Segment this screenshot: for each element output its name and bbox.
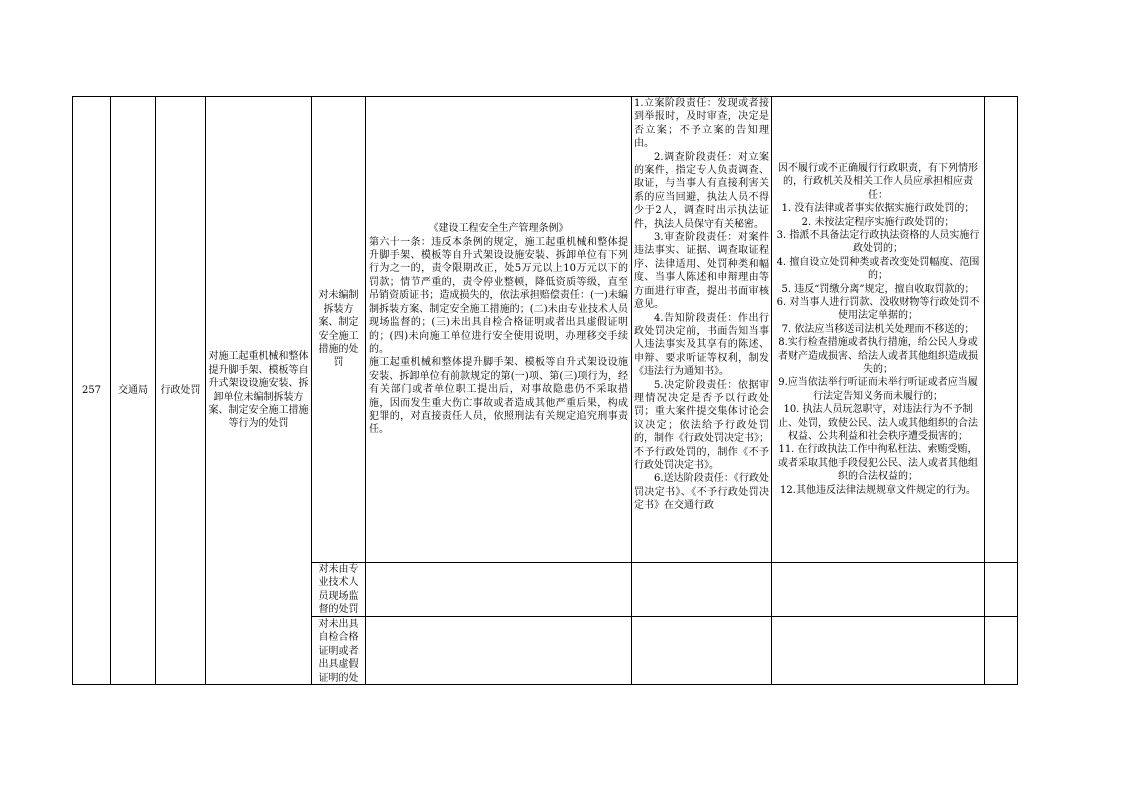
- accountability-item: 5. 违反“罚缴分离”规定，擅自收取罚款的；: [781, 283, 975, 295]
- sub-item-cell: [312, 563, 366, 617]
- department: 交通局: [118, 384, 148, 396]
- row-number-cell: [73, 97, 111, 685]
- power-category: 行政处罚: [160, 384, 201, 396]
- responsibility-item: 4.告知阶段责任：作出行政处罚决定前，书面告知当事人违法事实及其享有的陈述、申辩、要求听证等权利，制发《违法行为通知书》。: [634, 312, 769, 378]
- responsibility-cell: [632, 97, 772, 563]
- accountability-item: 10. 执法人员玩忽职守，对违法行为不予制止、处罚，致使公民、法人或其他组织的合法权益、公共利益和社会秩序遭受损害的；: [778, 404, 978, 443]
- remarks-cell-empty: [985, 617, 1018, 685]
- responsibility-cell-empty: [632, 563, 772, 617]
- responsibility-item: 1.立案阶段责任：发现或者接到举报时，及时审查，决定是否立案；不予立案的告知理由。: [634, 98, 769, 150]
- accountability-item: 9.应当依法举行听证而未举行听证或者应当履行法定告知义务而未履行的；: [778, 377, 978, 402]
- accountability-item: 1. 没有法律或者事实依据实施行政处罚的；: [781, 203, 975, 215]
- accountability-item: 4. 擅自设立处罚种类或者改变处罚幅度、范围的；: [776, 256, 980, 282]
- department-cell: [111, 97, 156, 685]
- remarks-cell: [985, 97, 1018, 563]
- power-list-table: [72, 96, 1018, 685]
- sub-item-name: 对未出具自检合格证明或者出具虚假证明的处: [318, 619, 359, 684]
- law-article: 第六十一条：违反本条例的规定，施工起重机械和整体提升脚手架、模板等自升式架设设施安装、拆卸单位有下列行为之一的，责令限期改正，处5万元以上10万元以下的罚款；情节严重的，责令停业整顿，降低资质等级，直至吊销资质证书；造成损失的，依法承担赔偿责任：(一)未编制拆装方案、制定安全施工措施的；(二)未由专业技术人员现场监督的；(三)未出具自检合格证明或者出具虚假证明的；(四)未向施工单位进行安全使用说明，办理移交手续的。: [369, 236, 628, 355]
- accountability-cell-empty: [772, 617, 985, 685]
- remarks-cell-empty: [985, 563, 1018, 617]
- accountability-cell-empty: [772, 563, 985, 617]
- accountability-item: 11. 在行政执法工作中徇私枉法、索贿受贿，或者采取其他手段侵犯公民、法人或者其他组织的合法权益的；: [778, 444, 978, 483]
- responsibility-item: 5.决定阶段责任：依据审理情况决定是否予以行政处罚；重大案件提交集体讨论会议决定；依法给予行政处罚的，制作《行政处罚决定书》；不予行政处罚的，制作《不予行政处罚决定书》。: [634, 379, 769, 471]
- sub-item-cell: [312, 617, 366, 685]
- accountability-item: 7. 依法应当移送司法机关处理而不移送的；: [781, 323, 975, 335]
- category-cell: [156, 97, 206, 685]
- sub-item-name: 对未由专业技术人员现场监督的处罚: [318, 563, 359, 615]
- accountability-cell: [772, 97, 985, 563]
- accountability-item: 8.实行检查措施或者执行措施，给公民人身或者财产造成损害、给法人或者其他组织造成损失的；: [778, 337, 978, 376]
- accountability-item: 2. 未按法定程序实施行政处罚的；: [801, 216, 955, 228]
- responsibility-item: 6.送达阶段责任：《行政处罚决定书》、《不予行政处罚决定书》在交通行政: [634, 473, 769, 512]
- legal-basis-cell-empty: [366, 617, 632, 685]
- accountability-intro: 因不履行或不正确履行行政职责，有下列情形的，行政机关及相关工作人员应承担相应责任：: [778, 162, 978, 201]
- accountability-item: 6. 对当事人进行罚款、没收财物等行政处罚不使用法定单据的；: [776, 296, 980, 322]
- sub-item-name: 对未编制拆装方案、制定安全施工措施的处罚: [318, 290, 359, 369]
- item-name: 对施工起重机械和整体提升脚手架、模板等自升式架设设施安装、拆卸单位未编制拆装方案、制定安全施工措施等行为的处罚: [208, 351, 309, 430]
- responsibility-item: 3.审查阶段责任：对案件违法事实、证据、调查取证程序、法律适用、处罚种类和幅度、当事人陈述和申辩理由等方面进行审查，提出书面审核意见。: [634, 232, 769, 311]
- legal-basis-cell-empty: [366, 563, 632, 617]
- law-title: 《建设工程安全生产管理条例》: [428, 223, 569, 235]
- legal-basis-cell: [366, 97, 632, 563]
- responsibility-cell-empty: [632, 617, 772, 685]
- law-article-paragraph: 施工起重机械和整体提升脚手架、模板等自升式架设设施安装、拆卸单位有前款规定的第(一)项、第(三)项行为，经有关部门或者单位职工提出后，对事故隐患仍不采取措施，因而发生重大伤亡事故或者造成其他严重后果，构成犯罪的，对直接责任人员，依照刑法有关规定追究刑事责任。: [369, 357, 628, 436]
- accountability-item: 12.其他违反法律法规规章文件规定的行为。: [780, 484, 976, 496]
- item-name-cell: [206, 97, 312, 685]
- accountability-item: 3. 指派不具备法定行政执法资格的人员实施行政处罚的；: [776, 229, 980, 255]
- responsibility-item: 2.调查阶段责任：对立案的案件，指定专人负责调查、取证，与当事人有直接利害关系的应当回避，执法人员不得少于2人，调查时出示执法证件，执法人员保守有关秘密。: [634, 151, 769, 230]
- sub-item-cell: [312, 97, 366, 563]
- row-number: 257: [81, 384, 102, 396]
